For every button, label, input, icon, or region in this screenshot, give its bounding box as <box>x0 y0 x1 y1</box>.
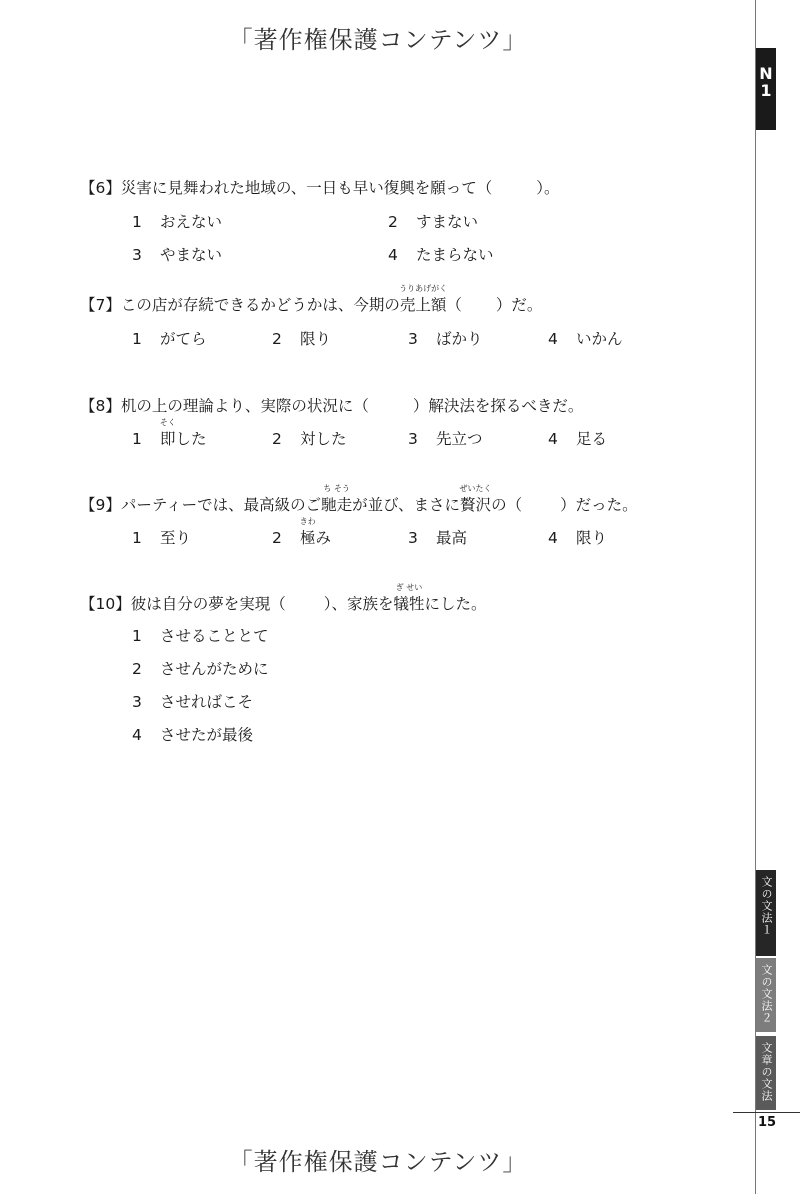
option-2[interactable] <box>388 210 478 232</box>
question-8 <box>80 394 583 416</box>
option-number: 1 <box>132 330 142 348</box>
page-number: 15 <box>758 1115 777 1130</box>
option-1[interactable] <box>132 210 222 232</box>
option-text: いかん <box>576 330 623 348</box>
option-number: 2 <box>132 660 142 678</box>
option-number: 4 <box>548 330 558 348</box>
option-number: 4 <box>548 529 558 547</box>
question-text: の（ <box>491 496 523 514</box>
option-1[interactable] <box>132 327 207 349</box>
question-text: が並び、まさに <box>352 496 461 514</box>
option-3[interactable] <box>132 690 253 712</box>
option-text: 足る <box>576 430 608 448</box>
question-number: 【10】 <box>80 595 131 613</box>
question-text: 災害に見舞われた地域の、一日も早い復興を願って（ <box>120 179 493 197</box>
page-number-rule <box>733 1112 800 1113</box>
option-number: 1 <box>132 529 142 547</box>
option-text: み <box>315 529 332 547</box>
option-text: やまない <box>160 246 223 264</box>
option-number: 4 <box>388 246 398 264</box>
section-tab-label: 文の文法２ <box>760 964 773 1024</box>
option-number: 2 <box>272 529 282 547</box>
question-text-end: ）。 <box>536 179 560 197</box>
ruby-base: 売上額 <box>399 296 447 314</box>
option-number: 4 <box>132 726 142 744</box>
option-text: 最高 <box>436 529 468 547</box>
option-text: 限り <box>300 330 332 348</box>
level-letter: N <box>759 64 773 83</box>
section-tab-label: 文の文法１ <box>760 876 773 936</box>
option-text: 限り <box>576 529 608 547</box>
ruby-word <box>459 484 492 515</box>
question-number: 【9】 <box>80 496 121 514</box>
question-number: 【7】 <box>80 296 121 314</box>
watermark-bottom: 「著作権保護コンテンツ」 <box>228 1148 528 1176</box>
option-text: させることとて <box>160 627 269 645</box>
option-2[interactable] <box>272 327 331 349</box>
ruby-word <box>399 284 448 315</box>
option-number: 4 <box>548 430 558 448</box>
ruby-reading: そく <box>159 418 176 427</box>
ruby-word <box>159 418 176 449</box>
option-4[interactable] <box>548 327 623 349</box>
question-text: 机の上の理論より、実際の状況に（ <box>120 397 369 415</box>
question-text-end: にした。 <box>424 595 487 613</box>
option-text: 至り <box>160 529 192 547</box>
option-3[interactable] <box>408 427 483 449</box>
question-7 <box>80 284 543 315</box>
section-tab-label: 文章の文法 <box>760 1042 773 1102</box>
option-4[interactable] <box>548 427 607 449</box>
option-2[interactable] <box>132 657 269 679</box>
option-2[interactable] <box>272 427 347 449</box>
ruby-reading: うりあげがく <box>399 284 448 293</box>
option-4[interactable] <box>548 526 607 548</box>
option-number: 2 <box>388 213 398 231</box>
option-3[interactable] <box>132 243 222 265</box>
option-number: 3 <box>132 693 142 711</box>
option-text: 先立つ <box>436 430 483 448</box>
question-text: 彼は自分の夢を実現（ <box>130 595 286 613</box>
question-6 <box>80 176 560 198</box>
option-number: 3 <box>408 529 418 547</box>
ruby-word <box>299 517 316 548</box>
ruby-base: 馳走 <box>321 496 353 514</box>
ruby-reading: ち そう <box>323 484 350 493</box>
watermark-top: 「著作権保護コンテンツ」 <box>228 26 528 54</box>
option-text: ばかり <box>436 330 483 348</box>
ruby-word <box>321 484 353 515</box>
question-number: 【8】 <box>80 397 121 415</box>
ruby-base: 犠牲 <box>393 595 425 613</box>
option-number: 1 <box>132 213 142 231</box>
option-3[interactable] <box>408 526 467 548</box>
option-1[interactable] <box>132 526 191 548</box>
ruby-reading: きわ <box>299 517 316 526</box>
option-4[interactable] <box>132 723 253 745</box>
option-text: がてら <box>160 330 207 348</box>
ruby-word <box>393 583 425 614</box>
ruby-base: 極 <box>300 529 316 547</box>
ruby-base: 贅沢 <box>460 496 492 514</box>
question-text-end: ）解決法を探るべきだ。 <box>412 397 584 415</box>
option-1[interactable] <box>132 624 269 646</box>
section-tab-text-grammar[interactable] <box>756 1036 776 1110</box>
option-text: させんがために <box>160 660 269 678</box>
option-number: 2 <box>272 330 282 348</box>
option-4[interactable] <box>388 243 494 265</box>
question-text: この店が存続できるかどうかは、今期の <box>120 296 400 314</box>
ruby-base: 即 <box>160 430 176 448</box>
option-number: 3 <box>132 246 142 264</box>
option-number: 2 <box>272 430 282 448</box>
question-text: ）、家族を <box>323 595 394 613</box>
option-1[interactable] <box>132 418 207 449</box>
option-3[interactable] <box>408 327 483 349</box>
question-text-end: ）だった。 <box>560 496 638 514</box>
question-text: （ <box>446 296 462 314</box>
option-text: すまない <box>416 213 479 231</box>
option-number: 3 <box>408 430 418 448</box>
option-number: 3 <box>408 330 418 348</box>
question-number: 【6】 <box>80 179 121 197</box>
question-10 <box>80 583 487 614</box>
option-text: 対した <box>300 430 347 448</box>
question-text: パーティーでは、最高級のご <box>120 496 322 514</box>
option-number: 1 <box>132 627 142 645</box>
section-tab-sentence-grammar-1[interactable] <box>756 870 776 956</box>
option-text: おえない <box>160 213 223 231</box>
level-number: 1 <box>760 80 772 100</box>
option-text: たまらない <box>416 246 494 264</box>
option-2[interactable] <box>272 517 332 548</box>
section-tab-sentence-grammar-2[interactable] <box>756 958 776 1032</box>
option-text: させたが最後 <box>160 726 254 744</box>
option-text: した <box>175 430 207 448</box>
question-text-end: ）だ。 <box>495 296 543 314</box>
option-text: させればこそ <box>160 693 254 711</box>
option-number: 1 <box>132 430 142 448</box>
level-tab <box>756 48 776 130</box>
ruby-reading: ぜいたく <box>459 484 492 493</box>
question-9 <box>80 484 638 515</box>
ruby-reading: ぎ せい <box>395 583 423 592</box>
